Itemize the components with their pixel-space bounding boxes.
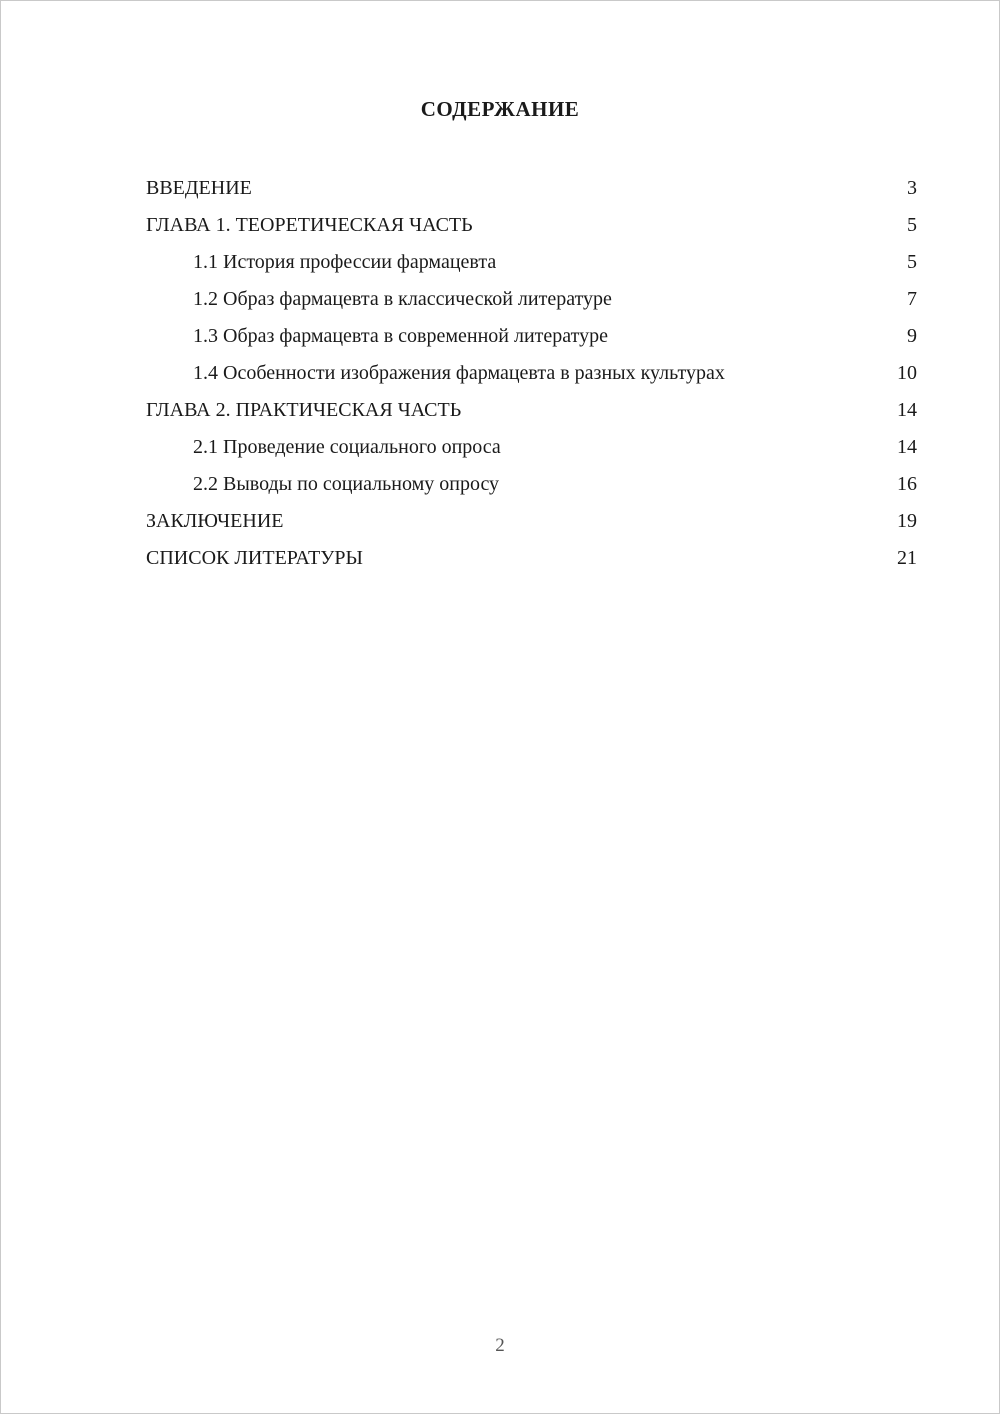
toc-entry-label: ГЛАВА 1. ТЕОРЕТИЧЕСКАЯ ЧАСТЬ xyxy=(146,214,473,236)
toc-entry-page: 21 xyxy=(897,547,917,569)
toc-entry-label: 1.2 Образ фармацевта в классической литературе xyxy=(193,288,612,310)
toc-list xyxy=(146,174,917,573)
toc-entry-page: 9 xyxy=(907,325,917,347)
toc-entry-label: ЗАКЛЮЧЕНИЕ xyxy=(146,510,284,532)
footer-page-number: 2 xyxy=(495,1335,505,1356)
page-title: СОДЕРЖАНИЕ xyxy=(420,97,580,121)
toc-entry xyxy=(146,211,917,240)
toc-entry-page: 16 xyxy=(897,473,917,495)
toc-entry xyxy=(146,285,917,314)
toc-entry-label: ВВЕДЕНИЕ xyxy=(146,177,252,199)
toc-entry-label: 1.1 История профессии фармацевта xyxy=(193,251,497,273)
toc-entry-label: 1.4 Особенности изображения фармацевта в разных культурах xyxy=(193,362,725,384)
toc-entry xyxy=(146,248,917,277)
toc-entry-page: 10 xyxy=(897,362,917,384)
toc-entry-page: 5 xyxy=(907,214,917,236)
toc-entry-page: 14 xyxy=(897,399,917,421)
toc-entry xyxy=(146,433,917,462)
toc-entry xyxy=(146,470,917,499)
toc-entry-label: 2.2 Выводы по социальному опросу xyxy=(193,473,500,495)
toc-entry xyxy=(146,544,917,573)
toc-entry xyxy=(146,396,917,425)
toc-entry-label: 2.1 Проведение социального опроса xyxy=(193,436,501,458)
toc-entry-page: 3 xyxy=(907,177,917,199)
toc-entry xyxy=(146,174,917,203)
toc-entry-label: 1.3 Образ фармацевта в современной литературе xyxy=(193,325,609,347)
toc-entry-page: 5 xyxy=(907,251,917,273)
toc-entry xyxy=(146,359,917,388)
toc-entry-page: 19 xyxy=(897,510,917,532)
toc-entry-page: 14 xyxy=(897,436,917,458)
toc-entry xyxy=(146,322,917,351)
toc-entry-label: СПИСОК ЛИТЕРАТУРЫ xyxy=(146,547,363,569)
toc-entry xyxy=(146,507,917,536)
toc-entry-page: 7 xyxy=(907,288,917,310)
toc-entry-label: ГЛАВА 2. ПРАКТИЧЕСКАЯ ЧАСТЬ xyxy=(146,399,462,421)
